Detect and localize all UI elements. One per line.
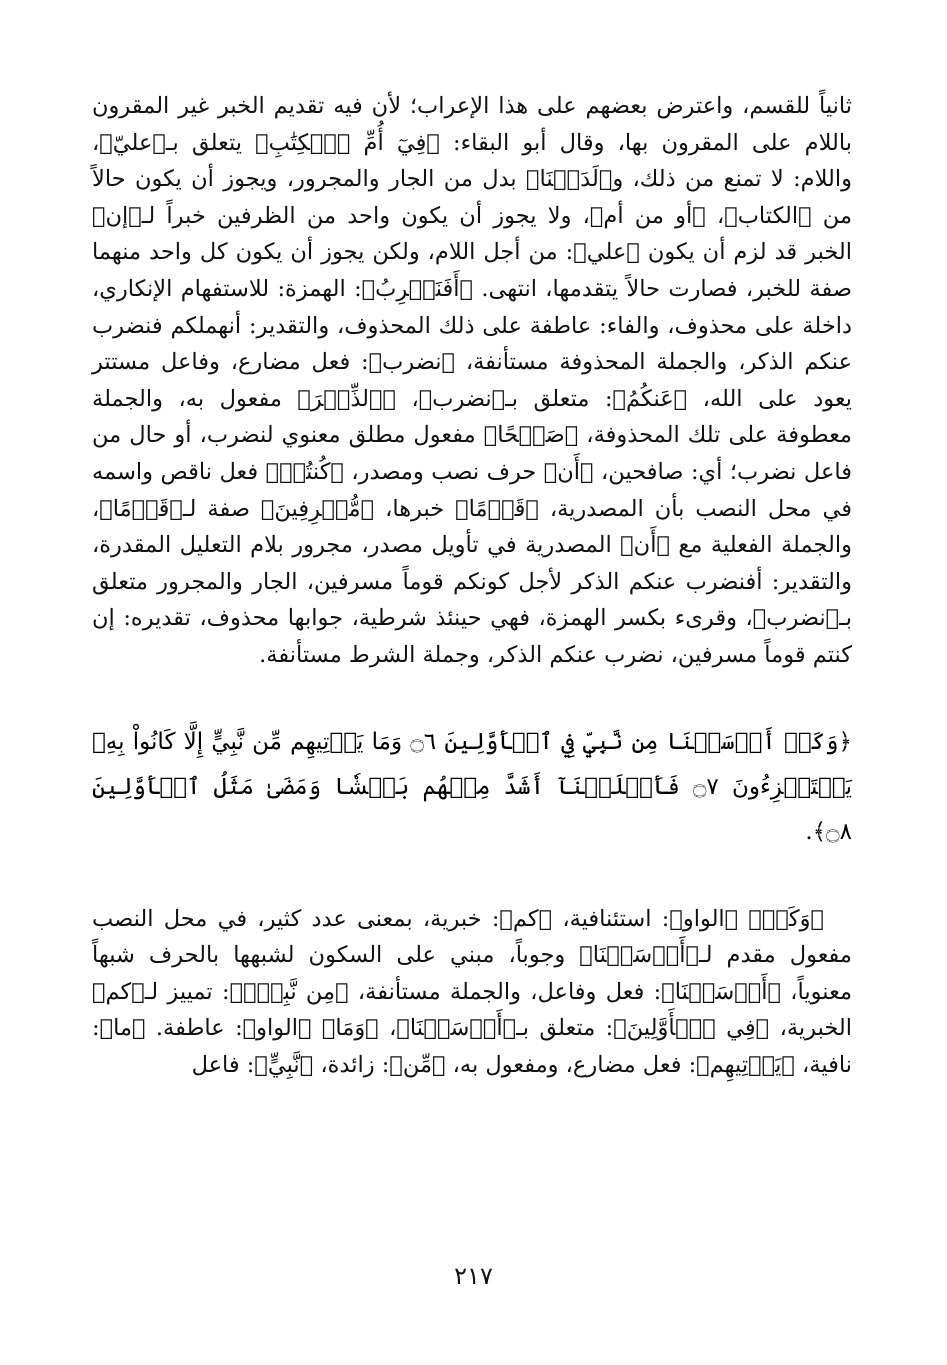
page-number: ٢١٧ (454, 1262, 493, 1290)
quran-verse: ﴿وَكَمۡ أَرۡسَلۡنَا مِن نَّبِيّٖ فِي ٱلۡأَوَّلِينَ ۝٦ وَمَا يَأۡتِيهِم مِّن نَّبِيٍّ إِلَّا كَانُواْ بِهِۦ يَسۡتَهۡزِءُونَ ۝٧ فَأَهۡلَكۡنَآ أَشَدَّ مِنۡهُم بَطۡشٗا وَمَضَىٰ مَثَلُ ٱلۡأَوَّلِينَ ۝٨﴾. (92, 728, 852, 845)
commentary-paragraph: ثانياً للقسم، واعترض بعضهم على هذا الإعراب؛ لأن فيه تقديم الخبر غير المقرون باللام على المقرون بها، وقال أبو البقاء: ﴿فِيٓ أُمِّ ٱلۡكِتَٰبِ﴾ يتعلق بـ﴿عليّ﴾، واللام: لا تمنع من ذلك، و﴿لَدَيۡنَا﴾ بدل من الجار والمجرور، ويجوز أن يكون حالاً من ﴿الكتاب﴾، ﴿أو من أم﴾، ولا يجوز أن يكون واحد من الظرفين خبراً لـ﴿إن﴾ الخبر قد لزم أن يكون ﴿علي﴾: من أجل اللام، ولكن يجوز أن يكون كل واحد منهما صفة للخبر، فصارت حالاً يتقدمها، انتهى. ﴿أَفَنَضۡرِبُ﴾: الهمزة: للاستفهام الإنكاري، داخلة على محذوف، والفاء: عاطفة على ذلك المحذوف، والتقدير: أنهملكم فنضرب عنكم الذكر، والجملة المحذوفة مستأنفة، ﴿نضرب﴾: فعل مضارع، وفاعل مستتر يعود على الله، ﴿عَنكُمُ﴾: متعلق بـ﴿نضرب﴾، ﴿ٱلذِّكۡرَ﴾ مفعول به، والجملة معطوفة على تلك المحذوفة، ﴿صَفۡحًا﴾ مفعول مطلق معنوي لنضرب، أو حال من فاعل نضرب؛ أي: صافحين، ﴿أَن﴾ حرف نصب ومصدر، ﴿كُنتُمۡ﴾ فعل ناقص واسمه في محل النصب بأن المصدرية، ﴿قَوۡمًا﴾ خبرها، ﴿مُّسۡرِفِينَ﴾ صفة لـ﴿قَوۡمًا﴾، والجملة الفعلية مع ﴿أَن﴾ المصدرية في تأويل مصدر، مجرور بلام التعليل المقدرة، والتقدير: أفنضرب عنكم الذكر لأجل كونكم قوماً مسرفين، الجار والمجرور متعلق بـ﴿نضرب﴾، وقرىء بكسر الهمزة، فهي حينئذ شرطية، جوابها محذوف، تقديره: إن كنتم قوماً مسرفين، نضرب عنكم الذكر، وجملة الشرط مستأنفة. (92, 93, 852, 668)
grammar-paragraph: ﴿وَكَمۡ﴾ ﴿الواو﴾: استئنافية، ﴿كم﴾: خبرية، بمعنى عدد كثير، في محل النصب مفعول مقدم لـ﴿أَرۡسَلۡنَا﴾ وجوباً، مبني على السكون لشبهها بالحرف شبهاً معنوياً، ﴿أَرۡسَلۡنَا﴾: فعل وفاعل، والجملة مستأنفة، ﴿مِن نَّبِيّٖ﴾: تمييز لـ﴿كم﴾ الخبرية، ﴿فِي ٱلۡأَوَّلِينَ﴾: متعلق بـ﴿أَرۡسَلۡنَا﴾، ﴿وَمَا﴾ ﴿الواو﴾: عاطفة. ﴿ما﴾: نافية، ﴿يَأۡتِيهِم﴾: فعل مضارع، ومفعول به، ﴿مِّن﴾: زائدة، ﴿نَّبِيٍّ﴾: فاعل (92, 905, 852, 1078)
page-body (92, 88, 852, 1083)
